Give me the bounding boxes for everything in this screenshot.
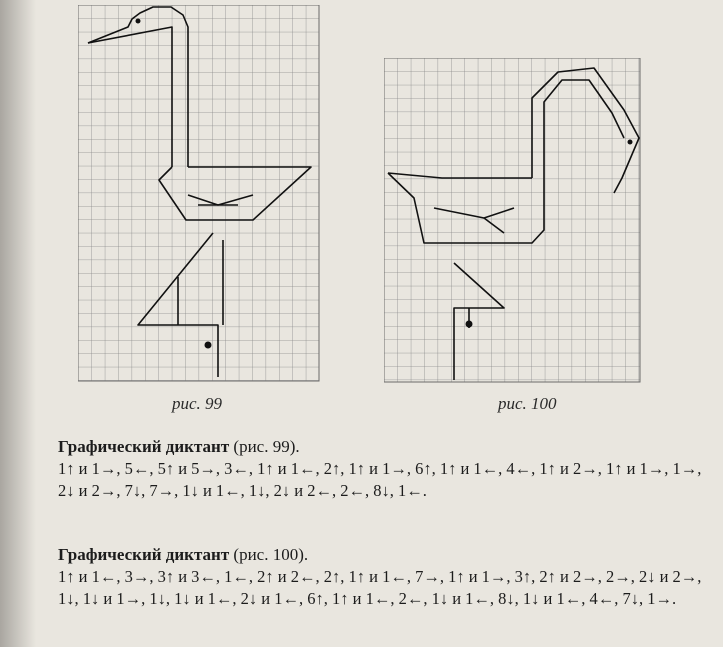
dictation-99 [58, 436, 708, 502]
figure-99-caption: рис. 99 [172, 394, 223, 413]
dictation-100-text: 1↑ и 1←, 3→, 3↑ и 3←, 1←, 2↑ и 2←, 2↑, 1↑ и 1←, 7→, 1↑ и 1→, 3↑, 2↑ и 2→, 2→, 2↓ и 2→, 1↓, 1↓ и 1→, 1↓, 1↓ и 1←, 2↓ и 1←, 6↑, 1↑ и 1←, 2←, 1↓ и 1←, 8↓, 1↓ и 1←, 4←, 7↓, 1→. [58, 567, 702, 608]
dictation-100-title: Графический диктант [58, 545, 230, 564]
dictation-99-title: Графический диктант [58, 437, 230, 456]
figure-99-dot [205, 342, 212, 349]
dictation-100-ref: (рис. 100). [233, 545, 309, 564]
dictation-100 [58, 544, 708, 610]
figure-99-grid [78, 5, 320, 383]
dictation-99-text: 1↑ и 1→, 5←, 5↑ и 5→, 3←, 1↑ и 1←, 2↑, 1↑ и 1→, 6↑, 1↑ и 1←, 4←, 1↑ и 2→, 1↑ и 1→, 1→, 2↓ и 2→, 7↓, 7→, 1↓ и 1←, 1↓, 2↓ и 2←, 2←, 8↓, 1←. [58, 459, 702, 500]
figure-100-caption: рис. 100 [498, 394, 557, 413]
figure-100-dot [466, 321, 473, 328]
dictation-99-ref: (рис. 99). [233, 437, 300, 456]
page-binding-shadow [0, 0, 36, 647]
figure-100-grid [384, 58, 642, 384]
